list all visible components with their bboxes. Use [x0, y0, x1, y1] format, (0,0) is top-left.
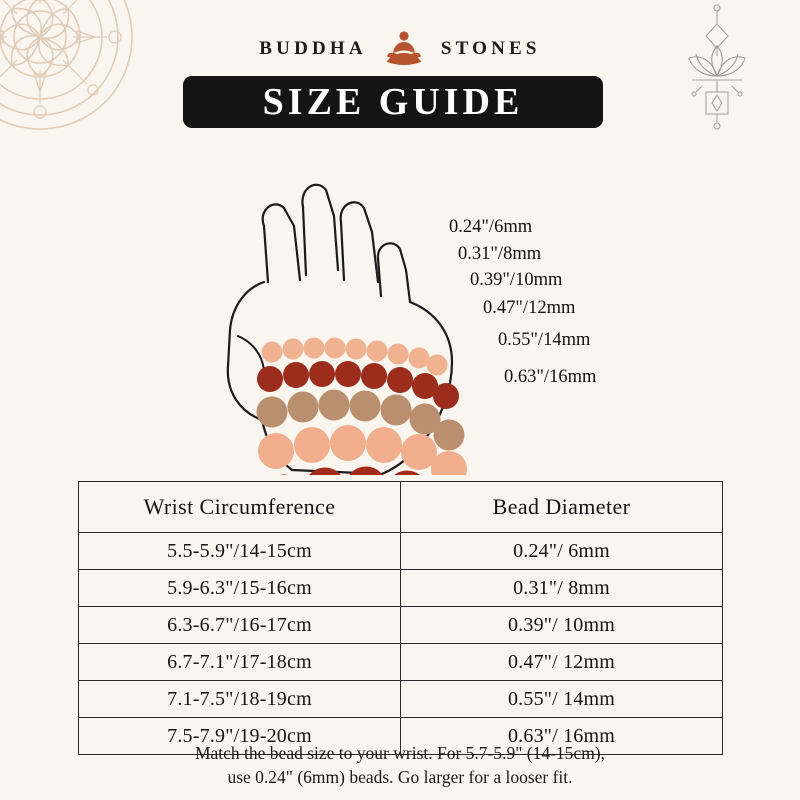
cell-wrist: 6.3-6.7"/16-17cm	[79, 607, 401, 644]
footnote-line-2: use 0.24" (6mm) beads. Go larger for a looser fit.	[227, 766, 573, 787]
meditating-buddha-icon	[381, 28, 427, 70]
page-title-text: SIZE GUIDE	[262, 81, 524, 123]
table-row	[79, 681, 723, 718]
footnote-line-1: Match the bead size to your wrist. For 5.7-5.9" (14-15cm),	[194, 743, 606, 763]
table-row	[79, 533, 723, 570]
table-row	[79, 607, 723, 644]
size-table	[78, 481, 723, 755]
bead-label-6mm: 0.24"/6mm	[449, 217, 533, 237]
hand-with-bracelets-illustration	[0, 130, 800, 475]
bead-label-10mm: 0.39"/10mm	[470, 270, 563, 290]
cell-wrist: 5.9-6.3"/15-16cm	[79, 570, 401, 607]
cell-bead: 0.55"/ 14mm	[401, 681, 723, 718]
cell-bead: 0.47"/ 12mm	[401, 644, 723, 681]
cell-wrist: 5.5-5.9"/14-15cm	[79, 533, 401, 570]
cell-bead: 0.63"/ 16mm	[401, 718, 723, 755]
cell-bead: 0.24"/ 6mm	[401, 533, 723, 570]
table-row	[79, 570, 723, 607]
brand-word-right: STONES	[440, 38, 541, 59]
footnote	[0, 742, 800, 789]
table-row	[79, 644, 723, 681]
cell-bead: 0.31"/ 8mm	[401, 570, 723, 607]
bead-label-8mm: 0.31"/8mm	[458, 244, 542, 264]
header-bead-diameter: Bead Diameter	[401, 482, 723, 533]
brand-word-left: BUDDHA	[259, 38, 367, 59]
bead-label-14mm: 0.55"/14mm	[498, 330, 591, 350]
page-title	[183, 76, 603, 128]
cell-wrist: 7.1-7.5"/18-19cm	[79, 681, 401, 718]
cell-bead: 0.39"/ 10mm	[401, 607, 723, 644]
bead-label-12mm: 0.47"/12mm	[483, 298, 576, 318]
header-wrist-circumference: Wrist Circumference	[79, 482, 401, 533]
cell-wrist: 7.5-7.9"/19-20cm	[79, 718, 401, 755]
cell-wrist: 6.7-7.1"/17-18cm	[79, 644, 401, 681]
bead-label-16mm: 0.63"/16mm	[504, 367, 597, 387]
table-header-row	[79, 482, 723, 533]
brand-header	[0, 28, 800, 70]
